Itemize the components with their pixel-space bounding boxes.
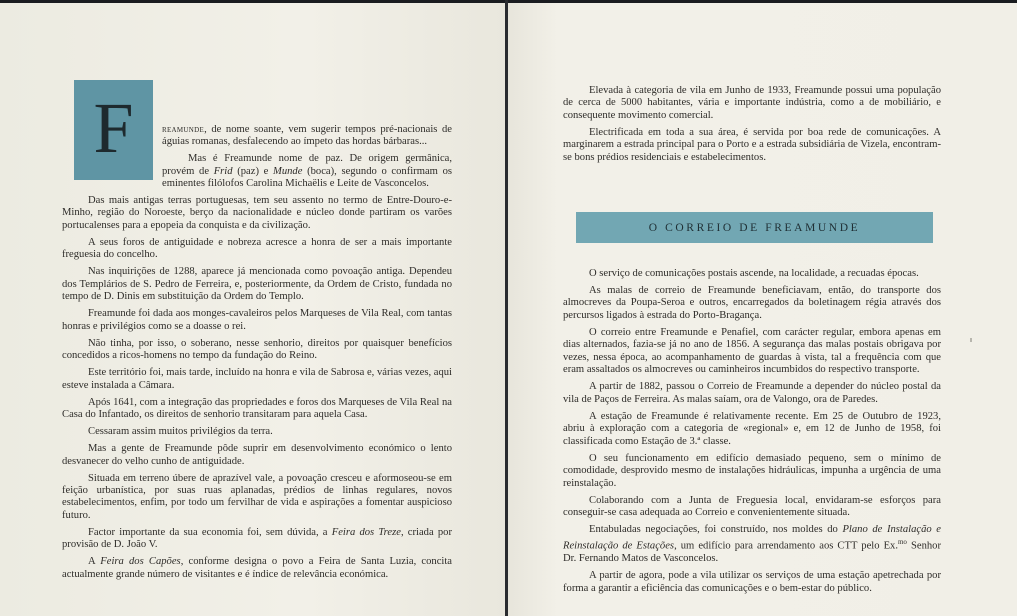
lead-paragraph-1: reamunde, de nome soante, vem sugerir tempos pré-nacionais de águias romanas, desfalecendo ao ímpeto das hordas bárbaras... [162, 124, 452, 148]
paragraph: Mas a gente de Freamunde pôde suprir em desenvolvimento económico o lento desvanecer do velho cunho de antiguidade. [62, 443, 452, 467]
book-spine [505, 0, 508, 616]
paragraph: Elevada à categoria de vila em Junho de 1933, Freamunde possui uma população de cerca de 5000 habitantes, vária e importante indústria, como a de mobiliário, e consequente movimento comercial. [563, 85, 941, 121]
paragraph: Este território foi, mais tarde, incluído na honra e vila de Sabrosa e, várias vezes, aqui esteve instalada a Câmara. [62, 367, 452, 391]
section-title-banner [576, 212, 933, 243]
paragraph: A estação de Freamunde é relativamente recente. Em 25 de Outubro de 1923, abriu à exploração com a categoria de «regional» e, em 12 de Junho de 1958, foi classificada como Estação de 3.ª classe. [563, 410, 941, 447]
paragraph: Cessaram assim muitos privilégios da terra. [88, 426, 273, 438]
paragraph: Após 1641, com a integração das propriedades e foros dos Marqueses de Vila Real na Casa do Infantado, os direitos de senhorio transitaram para aquela Casa. [62, 396, 452, 421]
paragraph: O correio entre Freamunde e Penafiel, com carácter regular, embora apenas em dias alternados, fazia-se já no ano de 1856. A segurança das malas postais obrigava por vezes, nessa época, ao acompanhamento de guardas à vista, tal a frequência com que eram assaltados os almocreves ou caminheiros incumbidos do respectivo transporte. [563, 326, 941, 376]
drop-cap-letter: F [93, 88, 134, 168]
lead-text [162, 124, 452, 195]
paragraph: O seu funcionamento em edifício demasiado pequeno, sem o mínimo de comodidade, desprovido mesmo de instalações hidráulicas, impunha a urgência de uma reinstalação. [563, 452, 941, 489]
paragraph: Das mais antigas terras portuguesas, tem seu assento no termo de Entre-Douro-e-Minho, região do Noroeste, berço da nacionalidade e núcleo donde partiram os varões portucalenses para a epopeia da conquista e da civilização. [62, 195, 452, 231]
paragraph: A partir de agora, pode a vila utilizar os serviços de uma estação apetrechada por forma a garantir a eficiência das comunicações e o bem-estar do público. [563, 570, 941, 594]
drop-cap [74, 80, 153, 180]
paragraph-feira-dos-treze: Factor importante da sua economia foi, sem dúvida, a Feira dos Treze, criada por provisão de D. João V. [62, 526, 452, 551]
right-section-column [563, 268, 941, 600]
paragraph-feira-dos-capoes: A Feira dos Capões, conforme designa o povo a Feira de Santa Luzia, concita actualmente grande número de visitantes e é índice de relevância económica. [62, 556, 452, 580]
paragraph: Nas inquirições de 1288, aparece já mencionada como povoação antiga. Dependeu dos Templários de S. Pedro de Ferreira, e, posteriormente, da Ordem de Cristo, fundada no tempo de D. Dinis em substituição da Ordem do Templo. [62, 266, 452, 303]
paper-speck [970, 338, 972, 342]
paragraph: Electrificada em toda a sua área, é servida por boa rede de comunicações. A marginarem a estrada principal para o Porto e a estrada subsidiária de Vizela, encontram-se bons prédios residenciais e estabelecimentos. [563, 126, 941, 163]
section-title: O CORREIO DE FREAMUNDE [648, 221, 861, 234]
paragraph: Situada em terreno úbere de aprazível vale, a povoação cresceu e aformoseou-se em feição urbanística, por suas ruas aplanadas, prédios de linhas regulares, novos estabelecimentos, enfim, por todo um fervilhar de vida e aspirações a fomentar auspicioso futuro. [62, 472, 452, 521]
lead-paragraph-2: Mas é Freamunde nome de paz. De origem germânica, provém de Frid (paz) e Munde (boca), segundo o confirmam os eminentes filólofos Carolina Michaëlis e Leite de Vasconcelos. [162, 153, 452, 190]
paragraph: Colaborando com a Junta de Freguesia local, envidaram-se esforços para conseguir-se casa adequada ao Correio e convenientemente situada. [563, 494, 941, 518]
paragraph: A partir de 1882, passou o Correio de Freamunde a depender do núcleo postal da vila de Paços de Ferreira. As malas saíam, ora de Valongo, ora de Paredes. [563, 381, 941, 405]
lead-smallcaps: reamunde [162, 124, 205, 135]
paragraph: Freamunde foi dada aos monges-cavaleiros pelos Marqueses de Vila Real, com tantas honras e privilégios como se a doasse o rei. [62, 308, 452, 332]
paragraph: Não tinha, por isso, o soberano, nesse senhorio, direitos por quaisquer benefícios concedidos a ricos-homens no tempo da fundação do Reino. [62, 337, 452, 362]
left-column [62, 195, 452, 586]
paragraph-plano-instalacao: Entabuladas negociações, foi construído, nos moldes do Plano de Instalação e Reinstalação de Estações, um edifício para arrendamento aos CTT pelo Ex.$^{mo}$ Senhor Dr. Fernando Matos de Vasconcelos. [563, 523, 941, 565]
paragraph: O serviço de comunicações postais ascende, na localidade, a recuadas épocas. [589, 268, 919, 279]
paragraph: A seus foros de antiguidade e nobreza acresce a honra de ser a mais importante freguesia do concelho. [62, 236, 452, 261]
right-top-column [563, 85, 941, 169]
paragraph: As malas de correio de Freamunde beneficiavam, então, do transporte dos almocreves da Poupa-Seroa e outros, encarregados da boletinagem régia através dos percursos ligados à estrada do Porto-Bragança. [563, 285, 941, 321]
